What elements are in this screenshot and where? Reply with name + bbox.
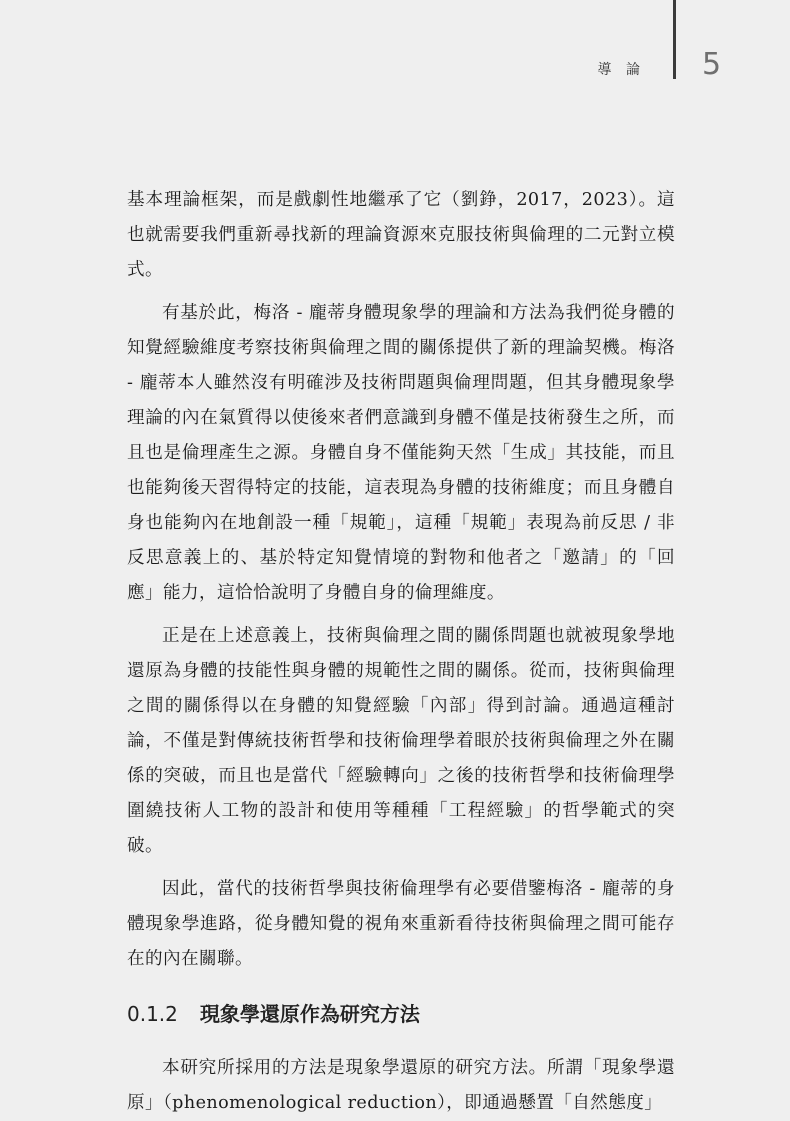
body-paragraph-3: 正是在上述意義上，技術與倫理之間的關係問題也就被現象學地還原為身體的技能性與身體的規範性之間的關係。從而，技術與倫理之間的關係得以在身體的知覺經驗「內部」得到討論。通過這種討論，不僅是對傳統技術哲學和技術倫理學着眼於技術與倫理之外在關係的突破，而且也是當代「經驗轉向」之後的技術哲學和技術倫理學圍繞技術人工物的設計和使用等種種「工程經驗」的哲學範式的突破。 (127, 626, 675, 856)
page-number: 5 (702, 47, 722, 82)
running-header-title: 導 論 (597, 62, 645, 78)
page-body (127, 183, 675, 1121)
body-paragraph-1: 基本理論框架，而是戲劇性地繼承了它（劉錚，2017，2023）。這也就需要我們重新尋找新的理論資源來克服技術與倫理的二元對立模式。 (127, 190, 675, 280)
section-number: 0.1.2 (127, 1002, 178, 1026)
body-paragraph-4: 因此，當代的技術哲學與技術倫理學有必要借鑒梅洛 - 龐蒂的身體現象學進路，從身體知覺的視角來重新看待技術與倫理之間可能存在的內在關聯。 (127, 879, 675, 969)
section-heading (127, 999, 675, 1029)
header-divider (673, 0, 676, 79)
body-paragraph-2: 有基於此，梅洛 - 龐蒂身體現象學的理論和方法為我們從身體的知覺經驗維度考察技術與倫理之間的關係提供了新的理論契機。梅洛 - 龐蒂本人雖然沒有明確涉及技術問題與倫理問題，但其身體現象學理論的內在氣質得以使後來者們意識到身體不僅是技術發生之所，而且也是倫理產生之源。身體自身不僅能夠天然「生成」其技能，而且也能夠後天習得特定的技能，這表現為身體的技術維度；而且身體自身也能夠內在地創設一種「規範」，這種「規範」表現為前反思 / 非反思意義上的、基於特定知覺情境的對物和他者之「邀請」的「回應」能力，這恰恰說明了身體自身的倫理維度。 (127, 303, 675, 603)
section-title: 現象學還原作為研究方法 (199, 1002, 420, 1026)
section-paragraph-1: 本研究所採用的方法是現象學還原的研究方法。所謂「現象學還原」（phenomenological reduction），即通過懸置「自然態度」 (127, 1058, 675, 1113)
